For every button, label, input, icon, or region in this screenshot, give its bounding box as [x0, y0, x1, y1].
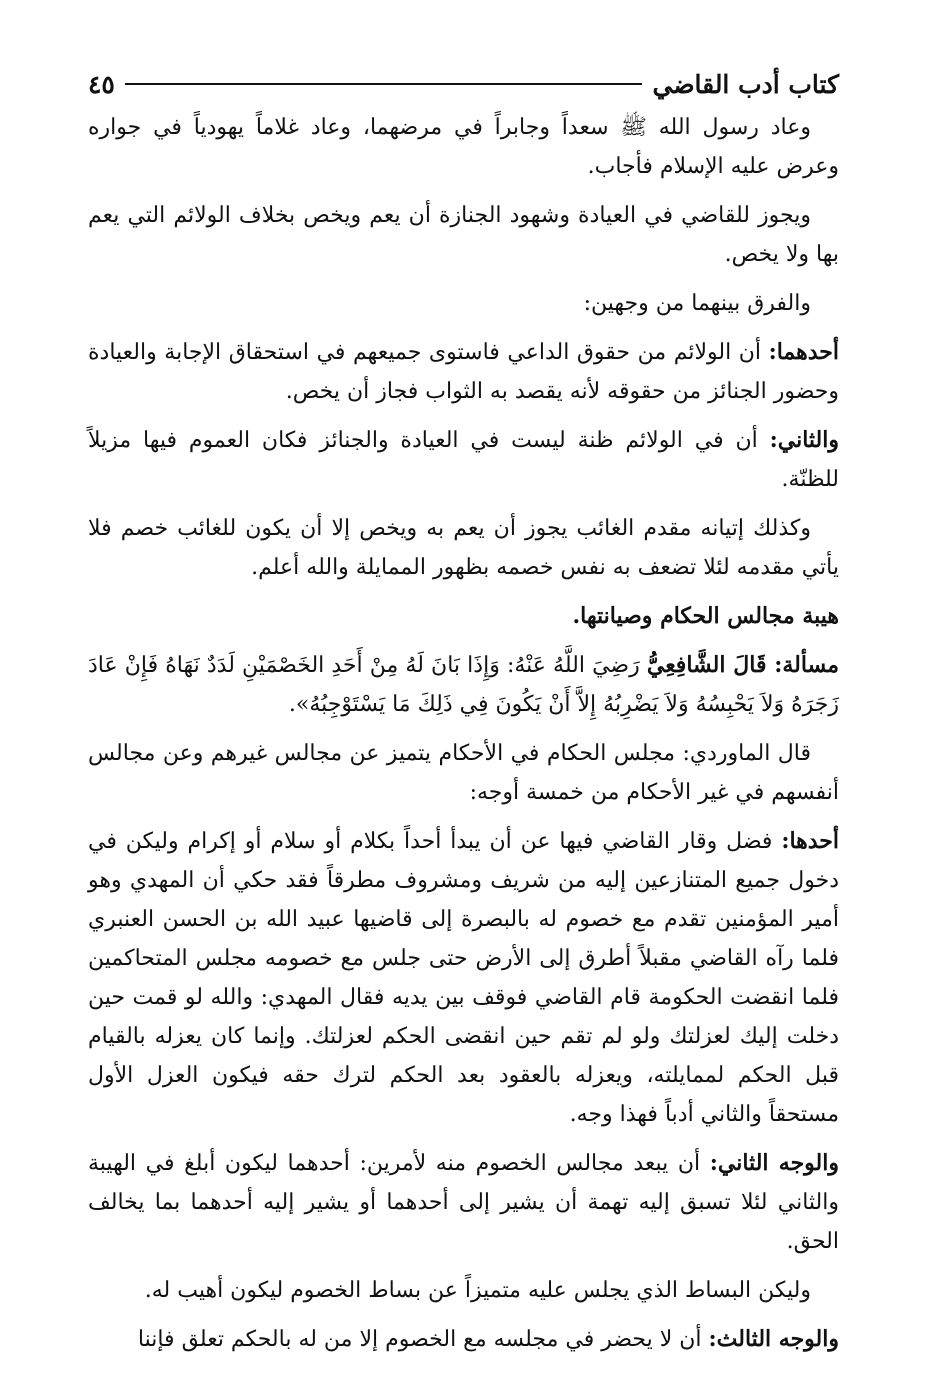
paragraph-lead: مسألة: قَالَ الشَّافِعِيُّ	[646, 652, 839, 678]
paragraph-text: قال الماوردي: مجلس الحكام في الأحكام يتميز عن مجالس غيرهم وعن مجالس أنفسهم في غير الأحكام من خمسة أوجه:	[88, 741, 839, 805]
book-title: كتاب أدب القاضي	[652, 69, 839, 99]
paragraph-text: والفرق بينهما من وجهين:	[583, 291, 811, 316]
header-rule	[125, 83, 643, 85]
page-number: ٤٥	[88, 69, 115, 99]
issue-quote	[88, 646, 839, 724]
paragraph-12	[88, 1320, 839, 1359]
paragraph-8	[88, 734, 839, 812]
paragraph-3	[88, 284, 839, 323]
paragraph-5	[88, 421, 839, 499]
paragraph-text: وكذلك إتيانه مقدم الغائب يجوز أن يعم به ويخص إلا أن يكون للغائب خصم فلا يأتي مقدمه لئلا تضعف به نفس خصمه بظهور الممايلة والله أعلم.	[88, 516, 839, 580]
paragraph-6	[88, 509, 839, 587]
paragraph-text: فضل وقار القاضي فيها عن أن يبدأ أحداً بكلام أو سلام أو إكرام وليكن في دخول جميع المتنازعين إليه من شريف ومشروف مطرقاً فقد حكي أن المهدي وهو أمير المؤمنين تقدم مع خصوم له بالبصرة إلى قاضيها عبيد الله بن الحسن العنبري فلما رآه القاضي مقبلاً أطرق إلى الأرض حتى جلس مع خصومه مجلس المتحاكمين فلما انقضت الحكومة قام القاضي فوقف بين يديه فقال المهدي: والله لو قمت حين دخلت إليك لعزلتك ولو لم تقم حين انقضى الحكم لعزلتك. وإنما كان يعزله بالقيام قبل الحكم لممايلته، ويعزله بالعقود بعد الحكم لترك حقه فيكون العزل الأول مستحقاً والثاني أدباً فهذا وجه.	[88, 829, 839, 1127]
section-heading	[88, 597, 839, 636]
paragraph-4	[88, 333, 839, 411]
paragraph-text: أن في الولائم ظنة ليست في العيادة والجنائز فكان العموم فيها مزيلاً للظنّة.	[88, 428, 839, 492]
paragraph-9	[88, 822, 839, 1134]
heading-text: هيبة مجالس الحكام وصيانتها.	[572, 603, 839, 629]
paragraph-10	[88, 1144, 839, 1261]
quote-text: رَضِيَ اللَّهُ عَنْهُ: وَإِذَا بَانَ لَهُ مِنْ أَحَدِ الخَصْمَيْنِ لَدَدٌ نَهَاهُ فَإِنْ عَادَ زَجَرَهُ وَلاَ يَحْبِسُهُ وَلاَ يَضْرِبُهُ إِلاَّ أَنْ يَكُونَ فِي ذَلِكَ مَا يَسْتَوْجِبُهُ».	[88, 653, 839, 717]
paragraph-2	[88, 196, 839, 274]
paragraph-text: أن الولائم من حقوق الداعي فاستوى جميعهم في استحقاق الإجابة والعيادة وحضور الجنائز من حقوقه لأنه يقصد به الثواب فجاز أن يخص.	[88, 340, 839, 404]
paragraph-lead: والوجه الثاني:	[709, 1150, 839, 1176]
paragraph-text: ويجوز للقاضي في العيادة وشهود الجنازة أن يعم ويخص بخلاف الولائم التي يعم بها ولا يخص.	[88, 203, 839, 267]
paragraph-text: وليكن البساط الذي يجلس عليه متميزاً عن بساط الخصوم ليكون أهيب له.	[144, 1278, 811, 1303]
page-body	[88, 108, 839, 1369]
paragraph-text: أن يبعد مجالس الخصوم منه لأمرين: أحدهما ليكون أبلغ في الهيبة والثاني لئلا تسبق إليه تهمة أن يشير إلى أحدهما أو يشير إليه أحدهما بما يخالف الحق.	[88, 1151, 839, 1254]
paragraph-1	[88, 108, 839, 186]
running-header	[88, 66, 839, 102]
paragraph-text: أن لا يحضر في مجلسه مع الخصوم إلا من له بالحكم تعلق فإننا	[137, 1327, 702, 1352]
paragraph-text: وعاد رسول الله ﷺ سعداً وجابراً في مرضهما، وعاد غلاماً يهودياً في جواره وعرض عليه الإسلام فأجاب.	[88, 115, 839, 179]
paragraph-lead: أحدهما:	[768, 339, 840, 365]
paragraph-11	[88, 1271, 839, 1310]
paragraph-lead: والثاني:	[769, 427, 839, 453]
paragraph-lead: أحدها:	[781, 828, 840, 854]
paragraph-lead: والوجه الثالث:	[708, 1326, 839, 1352]
